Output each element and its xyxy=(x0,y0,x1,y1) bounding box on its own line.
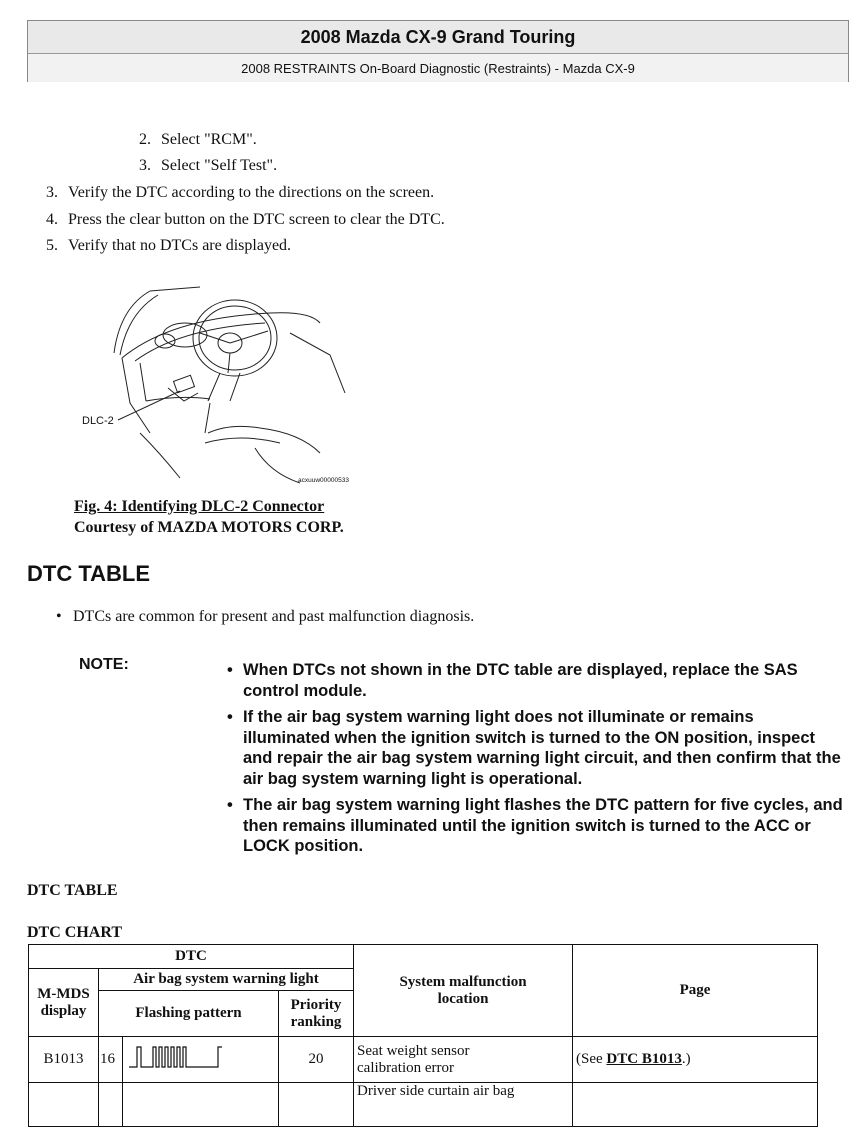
step-sub-item xyxy=(139,131,257,149)
document-subtitle: 2008 RESTRAINTS On-Board Diagnostic (Restraints) - Mazda CX-9 xyxy=(28,54,848,82)
page-suffix: .) xyxy=(681,1051,691,1067)
intro-bullet xyxy=(56,608,474,626)
header-location xyxy=(354,945,573,1037)
cell-location-line: Seat weight sensor xyxy=(357,1042,470,1059)
header-mmds-line: display xyxy=(40,1002,87,1019)
step-item xyxy=(46,237,291,255)
figure-code: acxuuw00000533 xyxy=(298,477,349,484)
figure-caption: Fig. 4: Identifying DLC-2 Connector xyxy=(74,498,325,515)
cell-location xyxy=(354,1037,573,1083)
header-location-line: System malfunction xyxy=(399,973,527,990)
cell-count xyxy=(99,1083,123,1127)
cell-mmds: B1013 xyxy=(29,1037,99,1083)
step-item xyxy=(46,184,434,202)
step-number: 3. xyxy=(139,157,151,174)
header-priority-line: Priority xyxy=(290,996,342,1013)
step-number: 5. xyxy=(46,237,58,254)
cell-location-line: Driver side curtain air bag xyxy=(357,1083,515,1099)
note-item: • When DTCs not shown in the DTC table are displayed, replace the SAS control module. xyxy=(225,660,845,701)
cell-flashing-pattern xyxy=(123,1083,279,1127)
cell-mmds xyxy=(29,1083,99,1127)
subheading-dtc-table: DTC TABLE xyxy=(27,882,118,899)
figure-courtesy: Courtesy of MAZDA MOTORS CORP. xyxy=(74,519,344,536)
cell-count: 16 xyxy=(99,1037,123,1083)
cell-page xyxy=(573,1083,818,1127)
flash-pattern-graphic xyxy=(123,1037,278,1077)
table-header-row xyxy=(29,945,818,969)
step-sub-item xyxy=(139,157,277,175)
note-item: • The air bag system warning light flashes the DTC pattern for five cycles, and then remains illuminated until the ignition switch is turned to the ACC or LOCK position. xyxy=(225,795,845,857)
dlc2-callout-label: DLC-2 xyxy=(82,415,114,427)
bullet-glyph: • xyxy=(56,608,62,625)
note-list xyxy=(225,660,845,863)
page-prefix: (See xyxy=(576,1051,607,1067)
note-label: NOTE: xyxy=(79,656,129,673)
note-item: • If the air bag system warning light does not illuminate or remains illuminated when the ignition switch is turned to the ON position, inspect and repair the air bag system warning light circuit, and then confirm that the air bag system warning light is operational. xyxy=(225,707,845,789)
cell-priority xyxy=(279,1083,354,1127)
header-flashing-pattern: Flashing pattern xyxy=(99,991,279,1037)
cell-flashing-pattern xyxy=(123,1037,279,1083)
header-priority xyxy=(279,991,354,1037)
cell-location-line: calibration error xyxy=(357,1059,455,1076)
section-title: DTC TABLE xyxy=(27,561,151,586)
table-row xyxy=(29,1037,818,1083)
step-text: Press the clear button on the DTC screen to clear the DTC. xyxy=(68,211,445,228)
header-dtc: DTC xyxy=(29,945,354,969)
step-text: Verify that no DTCs are displayed. xyxy=(68,237,292,254)
dtc-b1013-link[interactable]: DTC B1013 xyxy=(606,1051,682,1067)
cell-location xyxy=(354,1083,573,1127)
step-text: Verify the DTC according to the directions on the screen. xyxy=(68,184,435,201)
step-number: 2. xyxy=(139,131,151,148)
document-header xyxy=(27,20,849,82)
cell-page xyxy=(573,1037,818,1083)
dlc2-connector-illustration xyxy=(80,283,380,488)
step-number: 4. xyxy=(46,211,58,228)
header-priority-line: ranking xyxy=(290,1013,342,1030)
intro-bullet-text: DTCs are common for present and past malfunction diagnosis. xyxy=(73,608,475,625)
header-airbag-light: Air bag system warning light xyxy=(99,969,354,991)
table-row xyxy=(29,1083,818,1127)
step-text: Select "Self Test". xyxy=(161,157,278,174)
document-title: 2008 Mazda CX-9 Grand Touring xyxy=(28,21,848,54)
step-item xyxy=(46,211,445,229)
cell-priority: 20 xyxy=(279,1037,354,1083)
header-mmds-line: M-MDS xyxy=(37,985,90,1002)
header-location-line: location xyxy=(437,990,489,1007)
subheading-dtc-chart: DTC CHART xyxy=(27,924,122,941)
header-page: Page xyxy=(573,945,818,1037)
step-text: Select "RCM". xyxy=(161,131,257,148)
step-number: 3. xyxy=(46,184,58,201)
header-mmds xyxy=(29,969,99,1037)
